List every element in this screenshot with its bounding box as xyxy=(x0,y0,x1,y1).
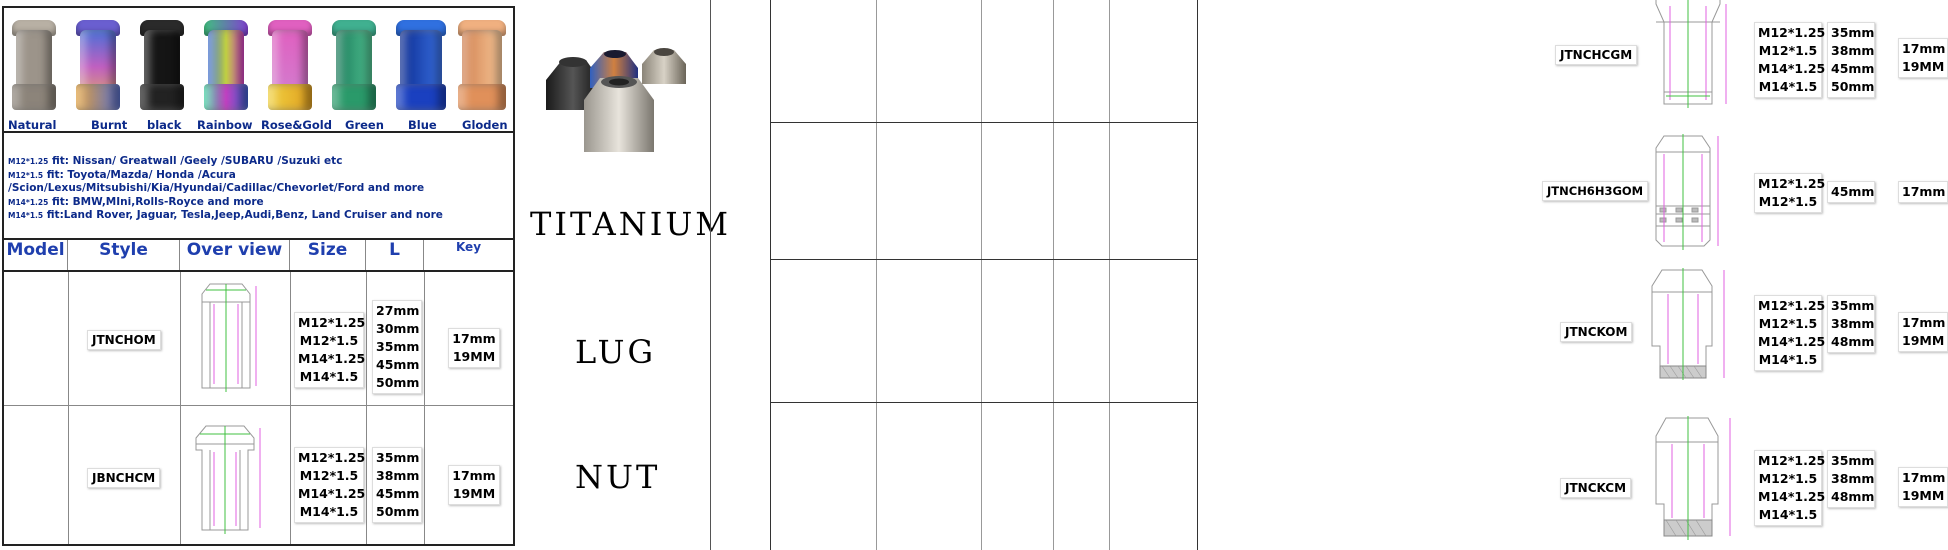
table-row xyxy=(770,123,1198,260)
size-list: M12*1.25 M12*1.5 M14*1.25 M14*1.5 xyxy=(1754,295,1822,371)
fitment-line: M12*1.25 fit: Nissan/ Greatwall /Geely /SUBARU /Suzuki etc xyxy=(8,155,343,167)
style-code: JTNCHCGM xyxy=(1555,45,1637,65)
left-spec-table xyxy=(2,6,515,546)
key-list: 17mm 19MM xyxy=(1898,467,1948,507)
size-list: M12*1.25 M12*1.5 M14*1.25 M14*1.5 xyxy=(1754,450,1822,526)
golden-nut-image xyxy=(454,18,510,118)
table-row xyxy=(770,260,1198,403)
header-key: Key xyxy=(455,240,482,254)
key-list: 17mm 19MM xyxy=(1898,38,1948,78)
vertical-divider xyxy=(710,0,711,550)
green-nut-image xyxy=(328,18,380,118)
color-swatch-strip xyxy=(4,8,513,133)
swatch-label-rainbow: Rainbow xyxy=(197,118,253,132)
black-nut-image xyxy=(136,18,188,118)
header-length: L xyxy=(366,240,424,270)
key-list: 17mm xyxy=(1898,181,1948,203)
swatch-label-burnt: Burnt xyxy=(91,118,128,132)
key-list: 17mm 19MM xyxy=(448,328,500,368)
title-word-titanium: TITANIUM xyxy=(530,205,732,243)
blue-nut-image xyxy=(392,18,450,118)
fitment-list xyxy=(4,133,513,240)
swatch-label-blue: Blue xyxy=(408,118,437,132)
table-header xyxy=(4,240,513,272)
lug-nut-drawing xyxy=(190,420,272,538)
rose-gold-nut-image xyxy=(264,18,316,118)
lug-nut-drawing xyxy=(1642,0,1734,112)
length-list: 35mm 38mm 48mm xyxy=(1827,295,1875,353)
header-model: Model xyxy=(4,240,68,270)
natural-nut-image xyxy=(8,18,60,118)
table-row xyxy=(770,403,1198,550)
swatch-label-rose-gold: Rose&Gold xyxy=(261,118,332,132)
lug-nut-drawing xyxy=(190,280,272,396)
size-list: M12*1.25 M12*1.5 M14*1.25 M14*1.5 xyxy=(294,312,364,388)
burnt-nut-image xyxy=(72,18,124,118)
length-list: 35mm 38mm 45mm 50mm xyxy=(372,447,422,523)
table-row xyxy=(770,0,1198,123)
title-word-lug: LUG xyxy=(575,333,657,371)
length-list: 35mm 38mm 48mm xyxy=(1827,450,1875,508)
length-list: 35mm 38mm 45mm 50mm xyxy=(1827,22,1875,98)
lug-nuts-photo xyxy=(538,40,713,180)
style-code: JTNCH6H3GOM xyxy=(1542,181,1648,201)
swatch-label-green: Green xyxy=(345,118,384,132)
style-code: JTNCHOM xyxy=(87,330,161,350)
key-list: 17mm 19MM xyxy=(1898,312,1948,352)
length-list: 27mm 30mm 35mm 45mm 50mm xyxy=(372,300,422,394)
lug-nut-drawing xyxy=(1646,130,1730,252)
right-spec-table xyxy=(770,0,1946,550)
style-code: JTNCKCM xyxy=(1560,478,1631,498)
swatch-label-natural: Natural xyxy=(8,118,57,132)
fitment-line: M14*1.25 fit: BMW,MIni,Rolls-Royce and more xyxy=(8,195,264,208)
size-list: M12*1.25 M12*1.5 M14*1.25 M14*1.5 xyxy=(294,447,364,523)
lug-nut-drawing xyxy=(1648,266,1734,382)
title-word-nut: NUT xyxy=(575,458,661,496)
size-list: M12*1.25 M12*1.5 M14*1.25 M14*1.5 xyxy=(1754,22,1822,98)
fitment-line: M14*1.5 fit:Land Rover, Jaguar, Tesla,Jeep,Audi,Benz, Land Cruiser and nore xyxy=(8,209,443,221)
header-overview: Over view xyxy=(180,240,290,270)
rainbow-nut-image xyxy=(200,18,252,118)
style-code: JTNCKOM xyxy=(1560,322,1632,342)
length-list: 45mm xyxy=(1827,181,1875,203)
swatch-label-black: black xyxy=(147,118,182,132)
lug-nut-drawing xyxy=(1650,414,1740,544)
size-list: M12*1.25 M12*1.5 xyxy=(1754,173,1822,213)
key-list: 17mm 19MM xyxy=(448,465,500,505)
header-size: Size xyxy=(290,240,366,270)
swatch-label-golden: Gloden xyxy=(462,118,508,132)
header-style: Style xyxy=(68,240,180,270)
fitment-line: /Scion/Lexus/Mitsubishi/Kia/Hyundai/Cadillac/Chevorlet/Ford and more xyxy=(8,182,425,194)
fitment-line: M12*1.5 fit: Toyota/Mazda/ Honda /Acura xyxy=(8,168,236,181)
style-code: JBNCHCM xyxy=(87,468,160,488)
